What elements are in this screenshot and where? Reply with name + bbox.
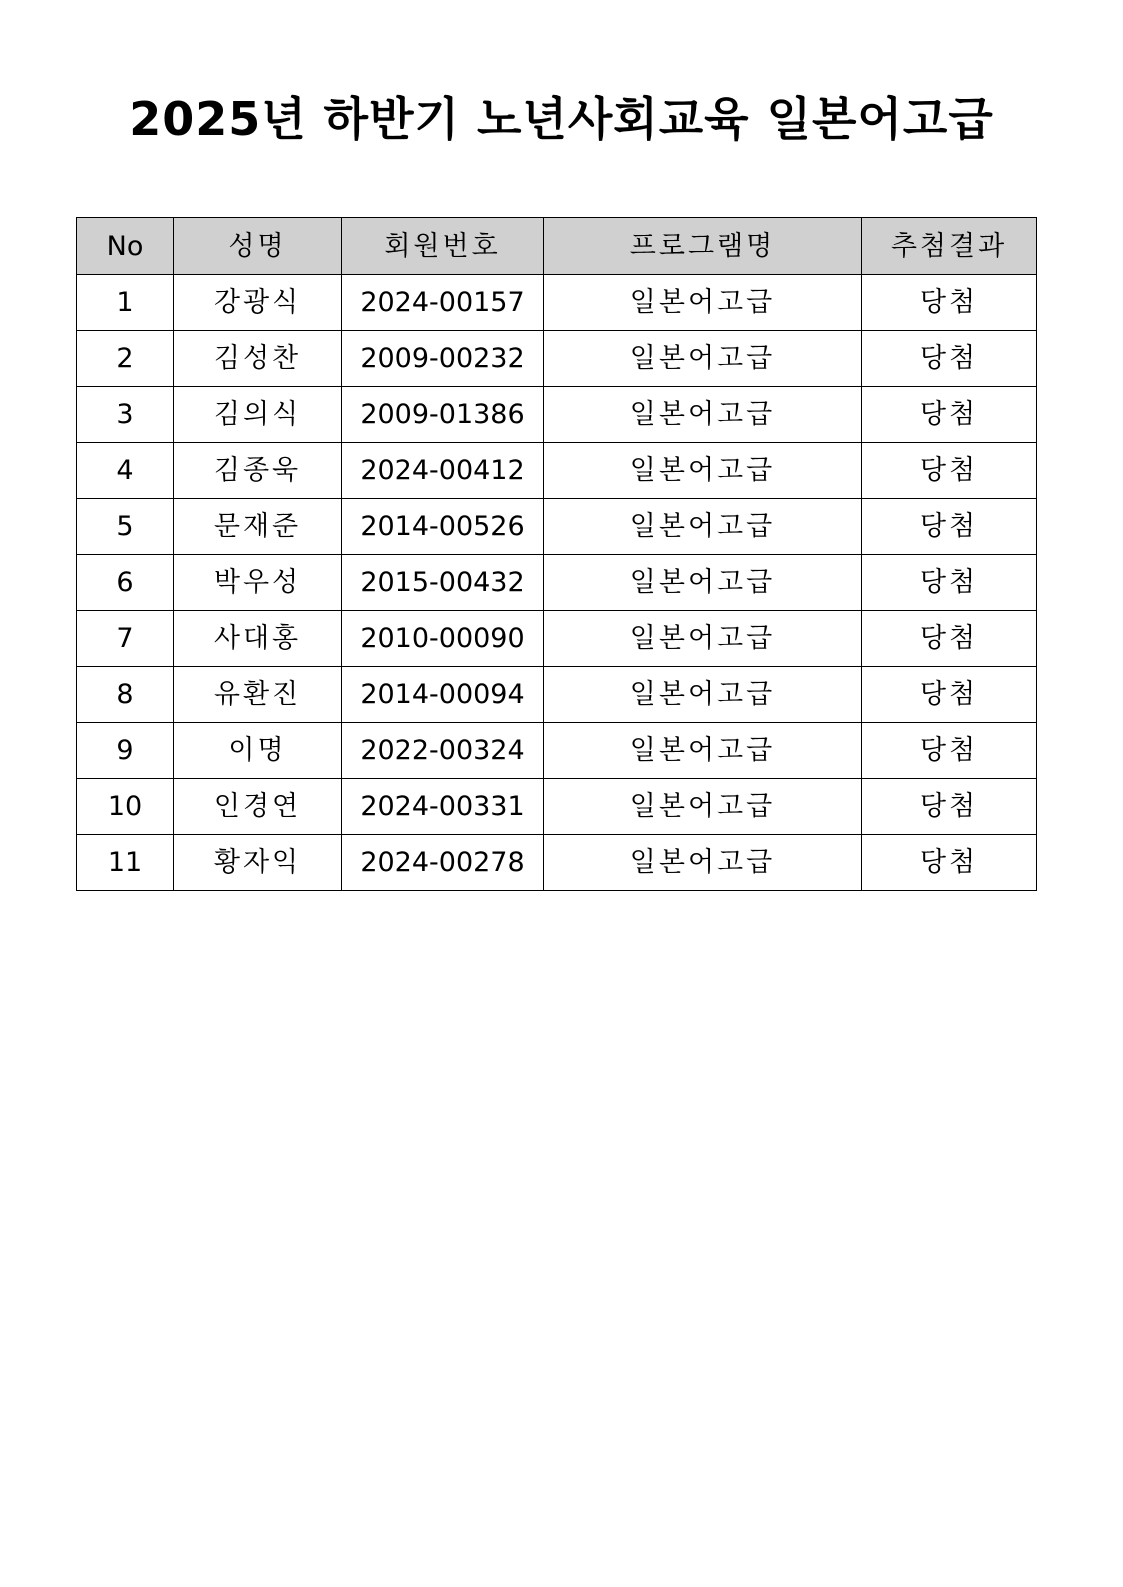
lottery-result-table <box>76 217 1037 891</box>
cell-program-name: 일본어고급 <box>544 275 862 331</box>
cell-lottery-result: 당첨 <box>862 387 1037 443</box>
cell-lottery-result: 당첨 <box>862 667 1037 723</box>
cell-program-name: 일본어고급 <box>544 499 862 555</box>
cell-member-number: 2010-00090 <box>342 611 544 667</box>
cell-no: 2 <box>77 331 174 387</box>
table-row <box>77 779 1037 835</box>
header-member-number: 회원번호 <box>342 218 544 275</box>
cell-lottery-result: 당첨 <box>862 331 1037 387</box>
cell-program-name: 일본어고급 <box>544 611 862 667</box>
cell-name: 인경연 <box>174 779 342 835</box>
cell-program-name: 일본어고급 <box>544 667 862 723</box>
table-row <box>77 723 1037 779</box>
table-row <box>77 499 1037 555</box>
table-row <box>77 443 1037 499</box>
cell-member-number: 2024-00278 <box>342 835 544 891</box>
cell-member-number: 2009-00232 <box>342 331 544 387</box>
cell-name: 유환진 <box>174 667 342 723</box>
cell-lottery-result: 당첨 <box>862 443 1037 499</box>
header-program-name: 프로그램명 <box>544 218 862 275</box>
header-lottery-result: 추첨결과 <box>862 218 1037 275</box>
cell-member-number: 2015-00432 <box>342 555 544 611</box>
cell-member-number: 2022-00324 <box>342 723 544 779</box>
cell-name: 황자익 <box>174 835 342 891</box>
cell-name: 사대홍 <box>174 611 342 667</box>
cell-lottery-result: 당첨 <box>862 275 1037 331</box>
cell-no: 11 <box>77 835 174 891</box>
table-header-row <box>77 218 1037 275</box>
cell-name: 김성찬 <box>174 331 342 387</box>
cell-no: 5 <box>77 499 174 555</box>
cell-name: 박우성 <box>174 555 342 611</box>
cell-no: 7 <box>77 611 174 667</box>
cell-no: 1 <box>77 275 174 331</box>
table-row <box>77 275 1037 331</box>
cell-member-number: 2014-00526 <box>342 499 544 555</box>
cell-member-number: 2024-00157 <box>342 275 544 331</box>
cell-no: 4 <box>77 443 174 499</box>
table-row <box>77 555 1037 611</box>
header-name: 성명 <box>174 218 342 275</box>
cell-program-name: 일본어고급 <box>544 555 862 611</box>
cell-program-name: 일본어고급 <box>544 331 862 387</box>
cell-lottery-result: 당첨 <box>862 723 1037 779</box>
cell-member-number: 2009-01386 <box>342 387 544 443</box>
cell-name: 김종욱 <box>174 443 342 499</box>
cell-no: 3 <box>77 387 174 443</box>
cell-no: 10 <box>77 779 174 835</box>
cell-member-number: 2014-00094 <box>342 667 544 723</box>
cell-lottery-result: 당첨 <box>862 779 1037 835</box>
cell-program-name: 일본어고급 <box>544 387 862 443</box>
cell-program-name: 일본어고급 <box>544 779 862 835</box>
page-title: 2025년 하반기 노년사회교육 일본어고급 <box>129 92 994 146</box>
table-row <box>77 835 1037 891</box>
cell-name: 김의식 <box>174 387 342 443</box>
table-row <box>77 611 1037 667</box>
table-row <box>77 387 1037 443</box>
cell-no: 6 <box>77 555 174 611</box>
cell-member-number: 2024-00331 <box>342 779 544 835</box>
cell-program-name: 일본어고급 <box>544 443 862 499</box>
cell-program-name: 일본어고급 <box>544 723 862 779</box>
cell-lottery-result: 당첨 <box>862 611 1037 667</box>
table-body <box>77 275 1037 891</box>
cell-name: 강광식 <box>174 275 342 331</box>
cell-lottery-result: 당첨 <box>862 555 1037 611</box>
cell-lottery-result: 당첨 <box>862 499 1037 555</box>
cell-no: 8 <box>77 667 174 723</box>
cell-name: 이명 <box>174 723 342 779</box>
header-no: No <box>77 218 174 275</box>
table-row <box>77 331 1037 387</box>
cell-member-number: 2024-00412 <box>342 443 544 499</box>
cell-name: 문재준 <box>174 499 342 555</box>
cell-program-name: 일본어고급 <box>544 835 862 891</box>
cell-lottery-result: 당첨 <box>862 835 1037 891</box>
table-row <box>77 667 1037 723</box>
cell-no: 9 <box>77 723 174 779</box>
